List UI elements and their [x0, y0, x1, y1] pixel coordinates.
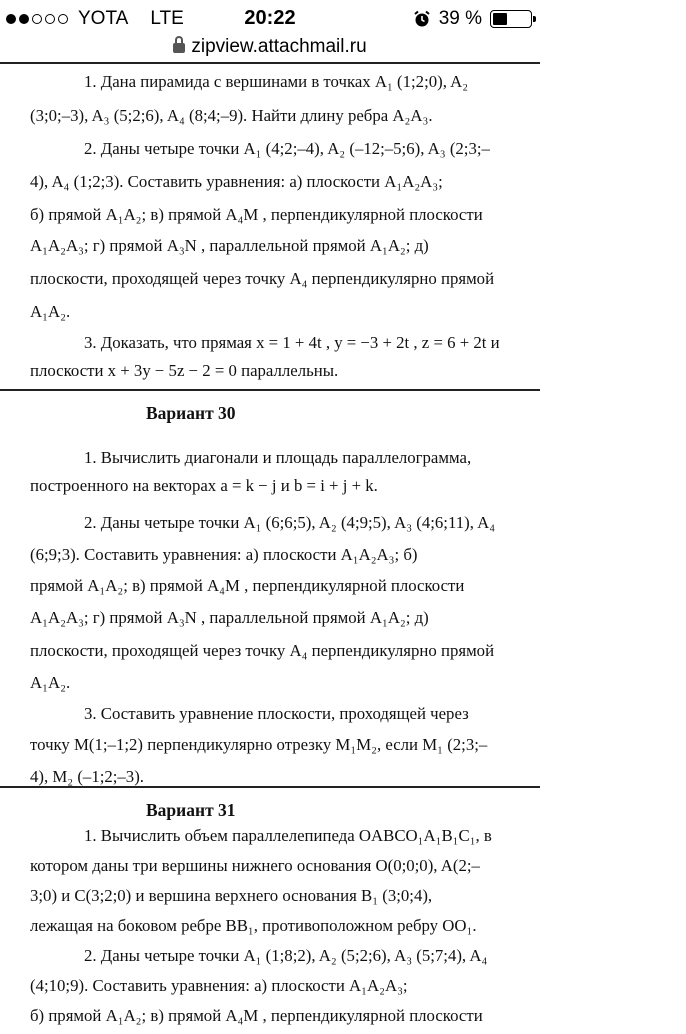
text-line-content: (3;0;–3), A₃ (5;2;6), A₄ (8;4;–9). Найти длину ребра A₂A₃.	[30, 106, 433, 125]
text-line-content: котором даны три вершины нижнего основания O(0;0;0), A(2;–	[30, 856, 480, 875]
url-text: zipview.attachmail.ru	[191, 36, 367, 57]
text-line-content: A₁A₂.	[30, 673, 71, 692]
variant-heading: Вариант 31	[146, 800, 236, 820]
text-line-content: 4), M₂ (–1;2;–3).	[30, 767, 144, 786]
text-line-content: 2. Даны четыре точки A₁ (4;2;–4), A₂ (–12;–5;6), A₃ (2;3;–	[84, 139, 490, 158]
clock: 20:22	[244, 7, 296, 29]
section-divider	[0, 389, 540, 391]
battery-icon	[490, 10, 532, 28]
text-line-content: 1. Вычислить диагонали и площадь параллелограмма,	[84, 448, 472, 467]
text-line-content: прямой A₁A₂; в) прямой A₄M , перпендикулярной плоскости	[30, 576, 465, 595]
text-line-content: (4;10;9). Составить уравнения: а) плоскости A₁A₂A₃;	[30, 976, 408, 995]
section-divider	[0, 786, 540, 788]
network-type: LTE	[150, 8, 184, 29]
text-line-content: б) прямой A₁A₂; в) прямой A₄M , перпендикулярной плоскости	[30, 205, 483, 224]
text-line-content: 1. Вычислить объем параллелепипеда OABCO₁A₁B₁C₁, в	[84, 826, 492, 845]
battery-percent: 39 %	[438, 8, 482, 29]
text-line-content: плоскости, проходящей через точку A₄ перпендикулярно прямой	[30, 269, 495, 288]
text-line-content: A₁A₂A₃; г) прямой A₃N , параллельной прямой A₁A₂; д)	[30, 608, 429, 627]
text-line-content: б) прямой A₁A₂; в) прямой A₄M , перпендикулярной плоскости	[30, 1006, 483, 1025]
text-line-content: лежащая на боковом ребре BB₁, противоположном ребру OO₁.	[30, 916, 477, 935]
variant-heading: Вариант 30	[146, 403, 236, 423]
text-line-content: 1. Дана пирамида с вершинами в точках A₁ (1;2;0), A₂	[84, 72, 469, 91]
battery-level-fill	[493, 13, 507, 25]
status-right	[413, 8, 532, 30]
lock-icon	[173, 43, 185, 53]
text-line-content: точку M(1;–1;2) перпендикулярно отрезку M₁M₂, если M₁ (2;3;–	[30, 735, 488, 754]
text-line-content: 3. Составить уравнение плоскости, проходящей через	[84, 704, 469, 723]
text-line-content: 2. Даны четыре точки A₁ (1;8;2), A₂ (5;2;6), A₃ (5;7;4), A₄	[84, 946, 488, 965]
text-line-content: 3;0) и C(3;2;0) и вершина верхнего основания B₁ (3;0;4),	[30, 886, 433, 905]
text-line-content: 3. Доказать, что прямая x = 1 + 4t , y = −3 + 2t , z = 6 + 2t и	[84, 333, 500, 352]
text-line-content: построенного на векторах a = k − j и b = i + j + k.	[30, 476, 378, 495]
document-view[interactable]	[0, 62, 540, 1025]
text-line-content: 2. Даны четыре точки A₁ (6;6;5), A₂ (4;9;5), A₃ (4;6;11), A₄	[84, 513, 496, 532]
text-line-content: (6;9;3). Составить уравнения: а) плоскости A₁A₂A₃; б)	[30, 545, 418, 564]
text-line-content: A₁A₂.	[30, 302, 71, 321]
url-bar[interactable]	[0, 36, 540, 60]
carrier-name: YOTA	[78, 8, 129, 29]
text-line-content: плоскости, проходящей через точку A₄ перпендикулярно прямой	[30, 641, 495, 660]
text-line-content: A₁A₂A₃; г) прямой A₃N , параллельной прямой A₁A₂; д)	[30, 236, 429, 255]
text-line-content: плоскости x + 3y − 5z − 2 = 0 параллельны.	[30, 361, 339, 380]
text-line-content: 4), A₄ (1;2;3). Составить уравнения: а) плоскости A₁A₂A₃;	[30, 172, 443, 191]
status-bar	[0, 0, 540, 36]
alarm-icon	[413, 10, 431, 28]
